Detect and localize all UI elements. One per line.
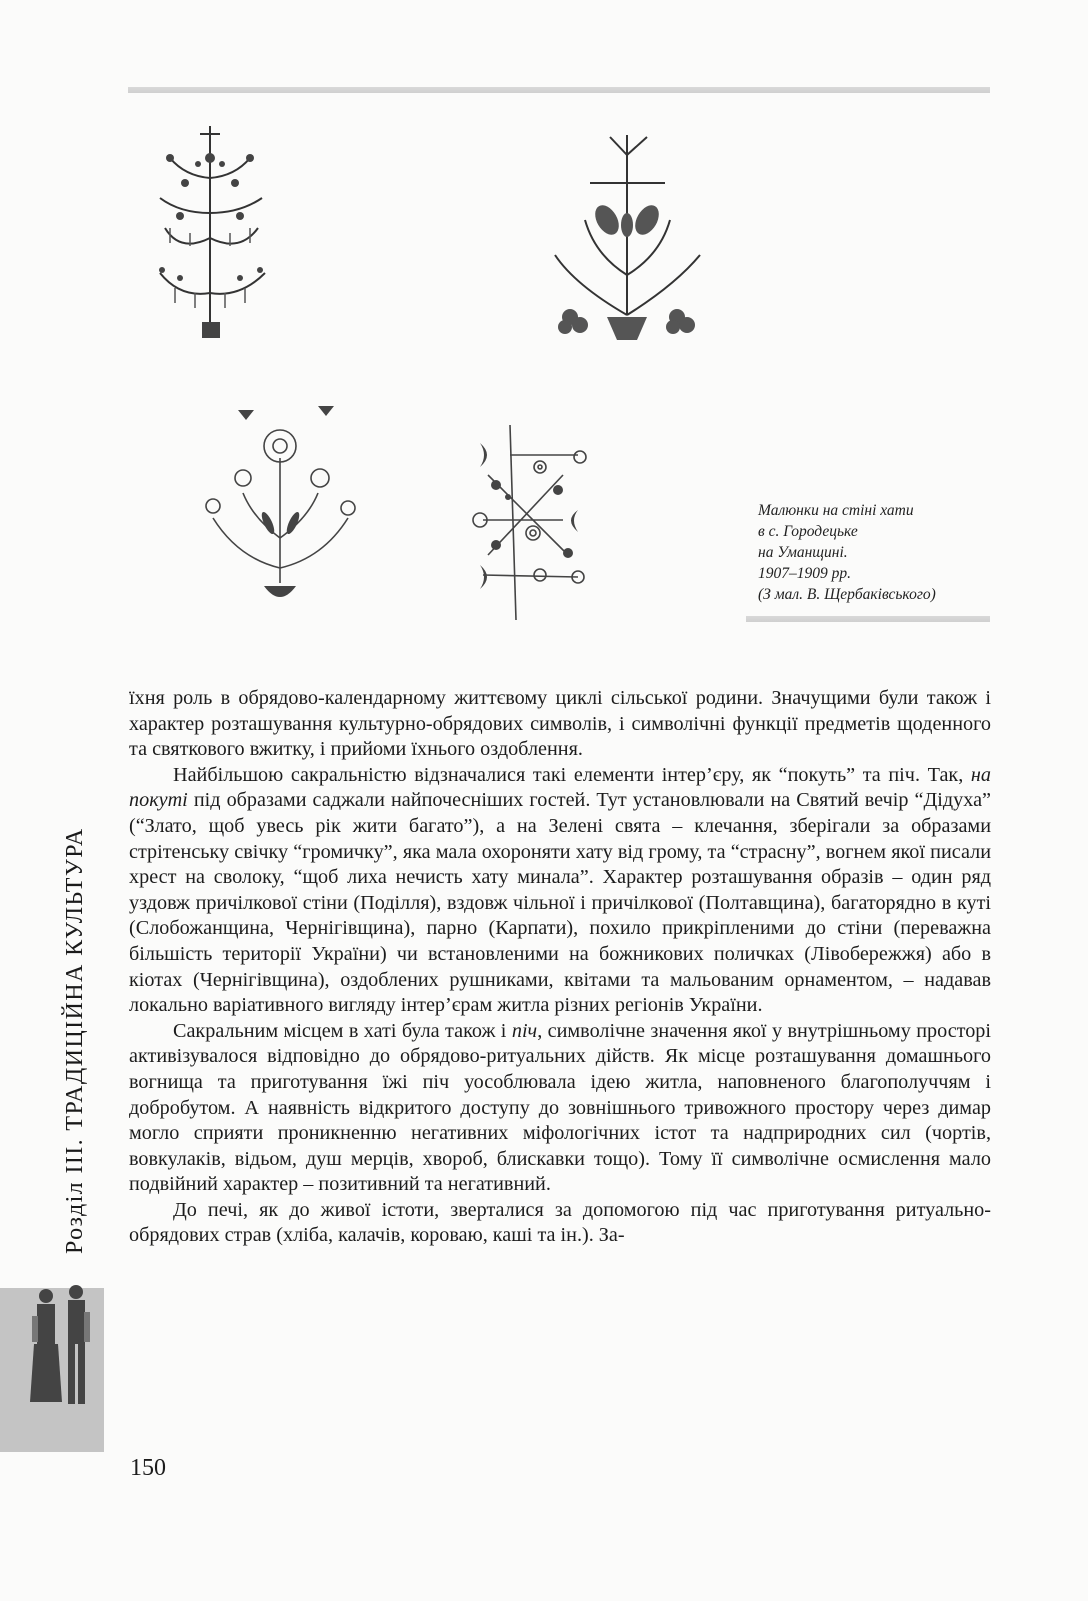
folk-tree-drawing-4 [468, 405, 598, 630]
caption-line: Малюнки на стіні хати [758, 502, 914, 519]
caption-line: на Уманщині. [758, 544, 848, 561]
side-chapter-title-text: Розділ ІІІ. ТРАДИЦІЙНА КУЛЬТУРА [62, 827, 88, 1254]
text-run: під образами саджали найпочесніших гостей. Тут установлювали на Святий вечір “Дідуха” (“Злато, щоб увесь рік жити багато”), а на Зелені свята – клечання, зберігали за образами стрітенську свічку “громичку”, яка мала охороняти хату від грому, та “страсну”, вогнем якої писали хрест на сволоку, “щоб лиха нечисть хату минала”. Характер розташування образів – один ряд уздовж причілкової стіни (Поділля), вздовж чільної і причілкової (Полтавщина), багаторядно в куті (Слобожанщина, Чернігівщина), парно (Карпати), похило прикріпленими до стіни (переважна більшість території України) чи встановленими на божникових поличках (Лівобережжя) або в кіотах (Чернігівщина), оздоблених рушниками, квітами та мальованим орнаментом, – надавав локально варіативного вигляду інтер’єрам житла різних регіонів України. [129, 789, 991, 1017]
paragraph: їхня роль в обрядово-календарному життєвому циклі сільської родини. Значущими були також і характер розташування культурно-обрядових символів, і символічні функції предметів щоденного та святкового вжитку, і прийоми їхнього оздоблення. [129, 687, 991, 761]
caption-line: в с. Городецьке [758, 523, 858, 540]
text-run: Сакральним місцем в хаті була також і [173, 1019, 512, 1042]
figure-caption [758, 500, 1038, 605]
emphasis-term: піч [511, 1019, 538, 1042]
folk-tree-drawing-2 [535, 125, 720, 345]
top-rule [128, 87, 990, 93]
folk-tree-drawing-1 [140, 118, 290, 348]
text-run: Найбільшою сакральністю відзначалися такі елементи інтер’єру, як “покуть” та піч. Так, [173, 763, 971, 786]
caption-rule [746, 616, 990, 622]
page-number: 150 [130, 1455, 166, 1481]
text-run: , символічне значення якої у внутрішньому просторі активізувалося відповідно до обрядово-ритуальних дійств. Як місце розташування домашнього вогнища та приготування їжі піч уособлювала ідею житла, наповненого благополуччям і добробутом. А наявність відкритого доступу до зовнішнього тривожного простору через димар могло сприяти проникненню негативних міфологічних істот та надприродних сил (чортів, вовкулаків, відьом, душ мерців, хвороб, блискавки тощо). Тому її символічне осмислення мало подвійний характер – позитивний та негативний. [129, 1019, 992, 1196]
folk-tree-drawing-3 [198, 398, 363, 623]
paragraph [129, 763, 991, 1019]
folk-figures-icon [24, 1282, 102, 1412]
paragraph: До печі, як до живої істоти, зверталися за допомогою під час приготування ритуально-обрядових страв (хліба, калачів, короваю, каші та ін.). За- [129, 1198, 991, 1247]
emphasis-term: на покуті [129, 763, 991, 812]
paragraph [129, 1019, 991, 1198]
caption-line: 1907–1909 рр. [758, 565, 851, 582]
caption-line: (З мал. В. Щербаківського) [758, 586, 936, 603]
body-text [129, 686, 991, 1249]
